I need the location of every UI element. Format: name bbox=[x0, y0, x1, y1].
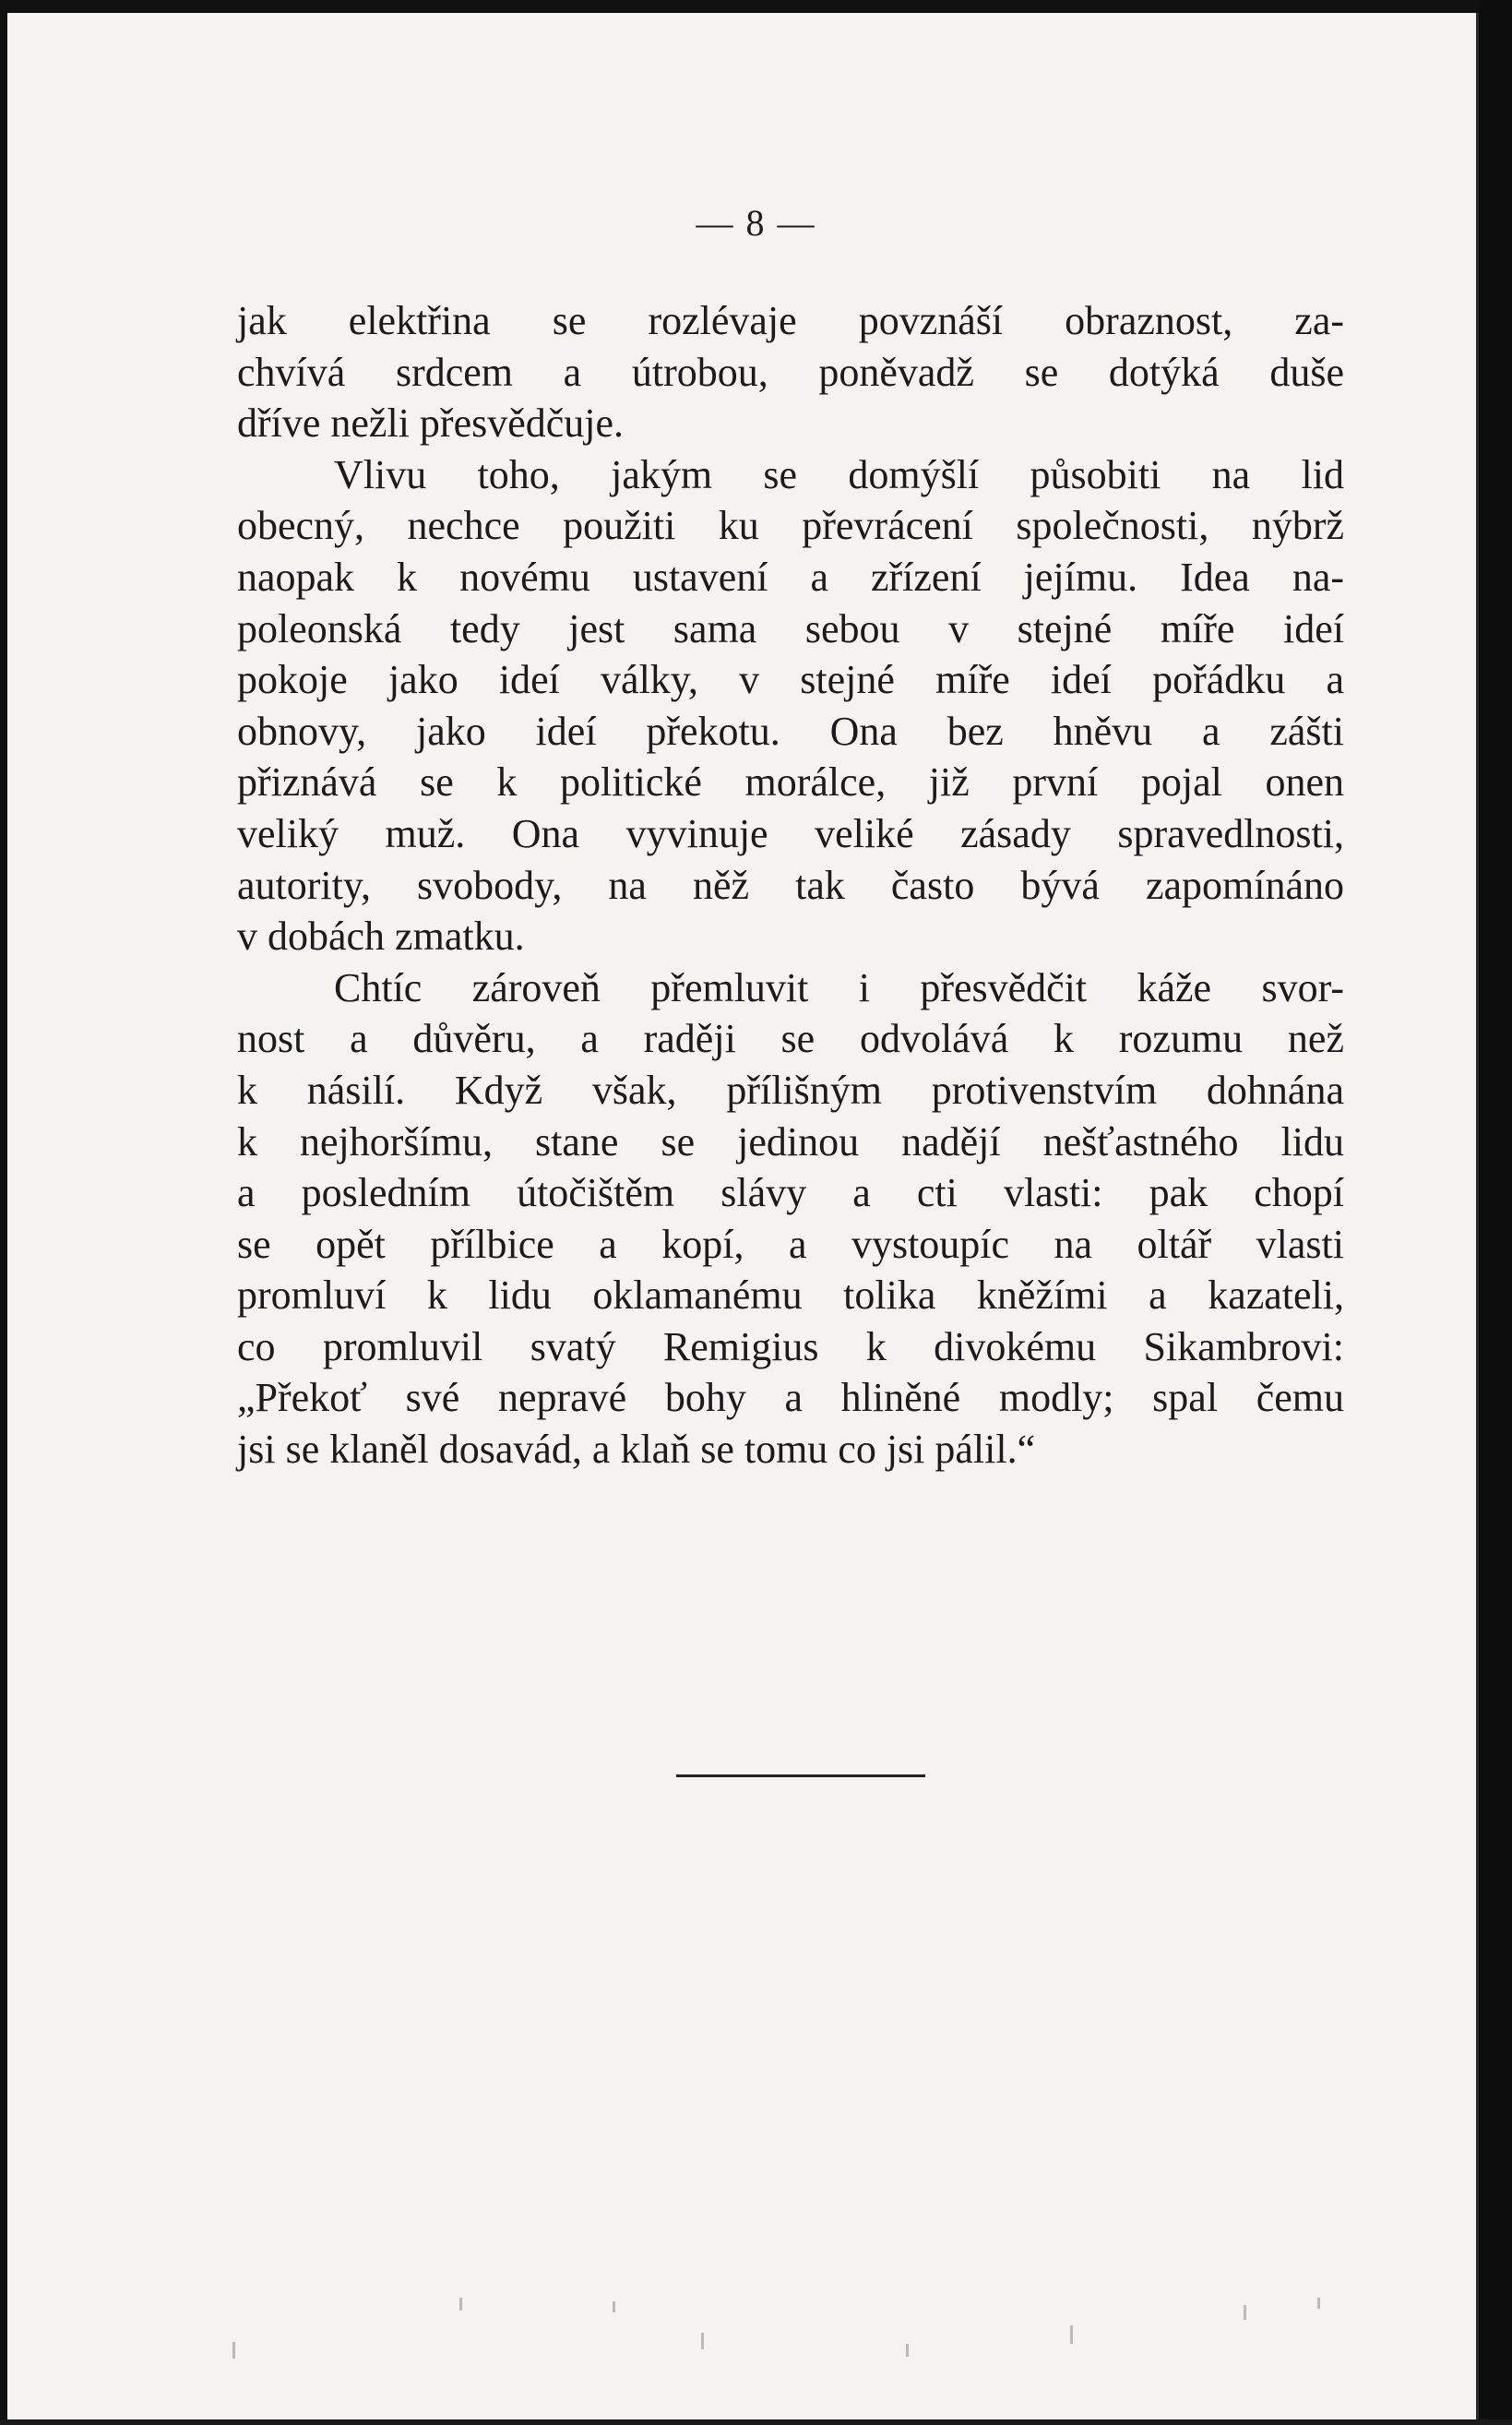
text-line: promluví k lidu oklamanému tolika kněžími a kazateli, bbox=[237, 1272, 1344, 1319]
section-end-rule bbox=[676, 1774, 925, 1777]
text-line: se opět přílbice a kopí, a vystoupíc na oltář vlasti bbox=[237, 1221, 1344, 1267]
scan-speck bbox=[906, 2344, 909, 2357]
text-line: jak elektřina se rozlévaje povznáší obraznost, za- bbox=[237, 298, 1344, 343]
scan-speck bbox=[1317, 2298, 1320, 2309]
text-line: veliký muž. Ona vyvinuje veliké zásady spravedlnosti, bbox=[237, 810, 1344, 856]
page-number: — 8 — bbox=[696, 202, 816, 244]
scan-edge-left bbox=[0, 0, 7, 2425]
text-line: k násilí. Když však, přílišným protivenstvím dohnána bbox=[237, 1067, 1344, 1113]
scan-edge-right bbox=[1479, 0, 1512, 2425]
text-line: co promluvil svatý Remigius k divokému Sikambrovi: bbox=[237, 1323, 1344, 1369]
text-line: „Překoť své nepravé bohy a hliněné modly; spal čemu bbox=[237, 1375, 1344, 1421]
scan-speck bbox=[459, 2298, 462, 2311]
text-line: nost a důvěru, a raději se odvolává k rozumu než bbox=[237, 1016, 1344, 1062]
scan-edge-top bbox=[0, 0, 1512, 13]
text-line: autority, svobody, na něž tak často bývá zapomínáno bbox=[237, 862, 1344, 908]
scan-speck bbox=[1070, 2325, 1073, 2344]
text-line: v dobách zmatku. bbox=[237, 914, 525, 960]
text-line: a posledním útočištěm slávy a cti vlasti: pak chopí bbox=[237, 1170, 1344, 1216]
text-line: poleonská tedy jest sama sebou v stejné míře ideí bbox=[237, 605, 1344, 651]
scan-speck bbox=[613, 2301, 615, 2312]
text-line: pokoje jako ideí války, v stejné míře ideí pořádku a bbox=[237, 657, 1344, 703]
text-line: obecný, nechce použiti ku převrácení společnosti, nýbrž bbox=[237, 503, 1344, 549]
scan-edge-bottom bbox=[0, 2419, 1512, 2425]
text-line: dříve nežli přesvědčuje. bbox=[237, 400, 625, 447]
text-line: Vlivu toho, jakým se domýšlí působiti na lid bbox=[334, 451, 1344, 497]
text-line: chvívá srdcem a útrobou, poněvadž se dotýká duše bbox=[237, 349, 1344, 395]
scan-speck bbox=[701, 2333, 704, 2349]
scan-edge-right-inner bbox=[1476, 13, 1479, 2425]
body-text bbox=[237, 295, 1344, 1475]
text-line: přiznává se k politické morálce, již první pojal onen bbox=[237, 759, 1344, 806]
scan-speck bbox=[1244, 2305, 1246, 2320]
text-line: jsi se klaněl dosavád, a klaň se tomu co jsi pálil.“ bbox=[237, 1427, 1036, 1473]
text-line: naopak k novému ustavení a zřízení jejímu. Idea na- bbox=[237, 554, 1344, 600]
text-line: k nejhoršímu, stane se jedinou nadějí nešťastného lidu bbox=[237, 1118, 1344, 1165]
text-line: Chtíc zároveň přemluvit i přesvědčit káže svor- bbox=[334, 964, 1344, 1010]
scan-speck bbox=[232, 2342, 235, 2359]
text-line: obnovy, jako ideí překotu. Ona bez hněvu a zášti bbox=[237, 708, 1344, 754]
